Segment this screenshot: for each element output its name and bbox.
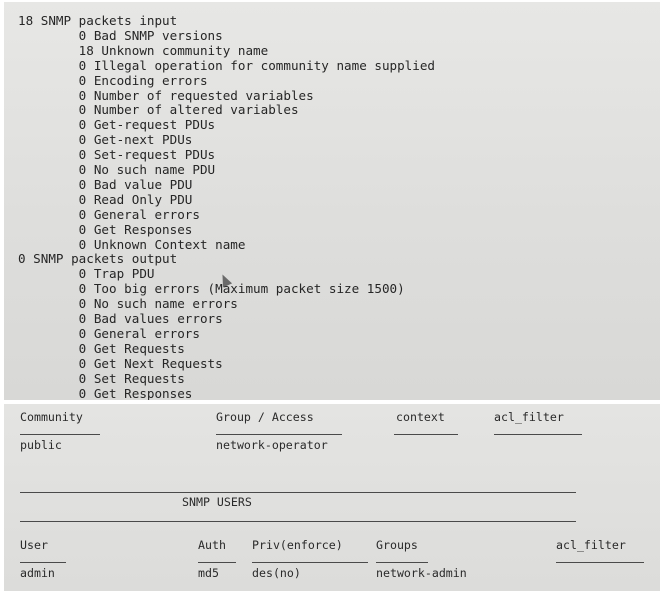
groups-header: Groups: [376, 538, 418, 552]
user-value: admin: [20, 566, 55, 580]
output-line: 0 Too big errors (Maximum packet size 1500): [18, 281, 405, 297]
input-line: 0 Number of requested variables: [18, 87, 314, 103]
input-line: 18 SNMP packets input: [18, 13, 178, 28]
output-line: 0 Get Responses: [18, 385, 193, 400]
groups-underline: [376, 562, 428, 563]
acl-filter-underline: [494, 434, 582, 435]
output-line: 0 General errors: [18, 325, 200, 341]
input-line: 0 Encoding errors: [18, 72, 208, 88]
input-line: 18 Unknown community name: [18, 42, 269, 58]
snmp-config-terminal: [4, 404, 660, 591]
output-line: 0 Set Requests: [18, 370, 185, 386]
input-line: 0 Number of altered variables: [18, 102, 299, 118]
community-value: public: [20, 438, 62, 452]
users-acl-filter-header: acl_filter: [556, 538, 626, 552]
user-underline: [20, 562, 66, 563]
context-header: context: [396, 410, 445, 424]
output-line: 0 Bad values errors: [18, 311, 223, 326]
input-line: 0 Get-next PDUs: [18, 132, 193, 148]
input-line: 0 Get-request PDUs: [18, 117, 216, 133]
output-line: 0 Get Requests: [18, 340, 185, 356]
group-access-value: network-operator: [216, 438, 328, 452]
priv-enforce-header: Priv(enforce): [252, 538, 343, 552]
output-line: 0 Trap PDU: [18, 266, 155, 282]
input-line: 0 No such name PDU: [18, 162, 216, 177]
snmp-users-title: SNMP USERS: [182, 495, 252, 509]
users-divider-top: [20, 492, 576, 493]
auth-header: Auth: [198, 538, 226, 552]
user-header: User: [20, 538, 48, 552]
priv-enforce-underline: [252, 562, 368, 563]
context-underline: [394, 434, 458, 435]
output-line: 0 Get Next Requests: [18, 355, 223, 371]
users-acl-filter-underline: [556, 562, 644, 563]
output-line: 0 SNMP packets output: [18, 251, 178, 267]
input-line: 0 Get Responses: [18, 221, 193, 237]
snmp-statistics-terminal: [4, 2, 660, 400]
input-line: 0 Unknown Context name: [18, 236, 246, 252]
acl-filter-header: acl_filter: [494, 410, 564, 424]
input-line: 0 Bad value PDU: [18, 176, 193, 192]
group-access-header: Group / Access: [216, 410, 314, 424]
input-line: 0 Set-request PDUs: [18, 147, 216, 163]
group-access-underline: [216, 434, 342, 435]
input-line: 0 Illegal operation for community name supplied: [18, 57, 436, 73]
community-underline: [20, 434, 100, 435]
users-divider-bottom: [20, 521, 576, 522]
input-line: 0 Bad SNMP versions: [18, 27, 223, 43]
groups-value: network-admin: [376, 566, 467, 580]
input-line: 0 Read Only PDU: [18, 191, 193, 207]
priv-enforce-value: des(no): [252, 566, 301, 580]
community-header: Community: [20, 410, 83, 424]
auth-underline: [198, 562, 236, 563]
input-line: 0 General errors: [18, 206, 200, 222]
auth-value: md5: [198, 566, 219, 580]
output-line: 0 No such name errors: [18, 296, 238, 312]
